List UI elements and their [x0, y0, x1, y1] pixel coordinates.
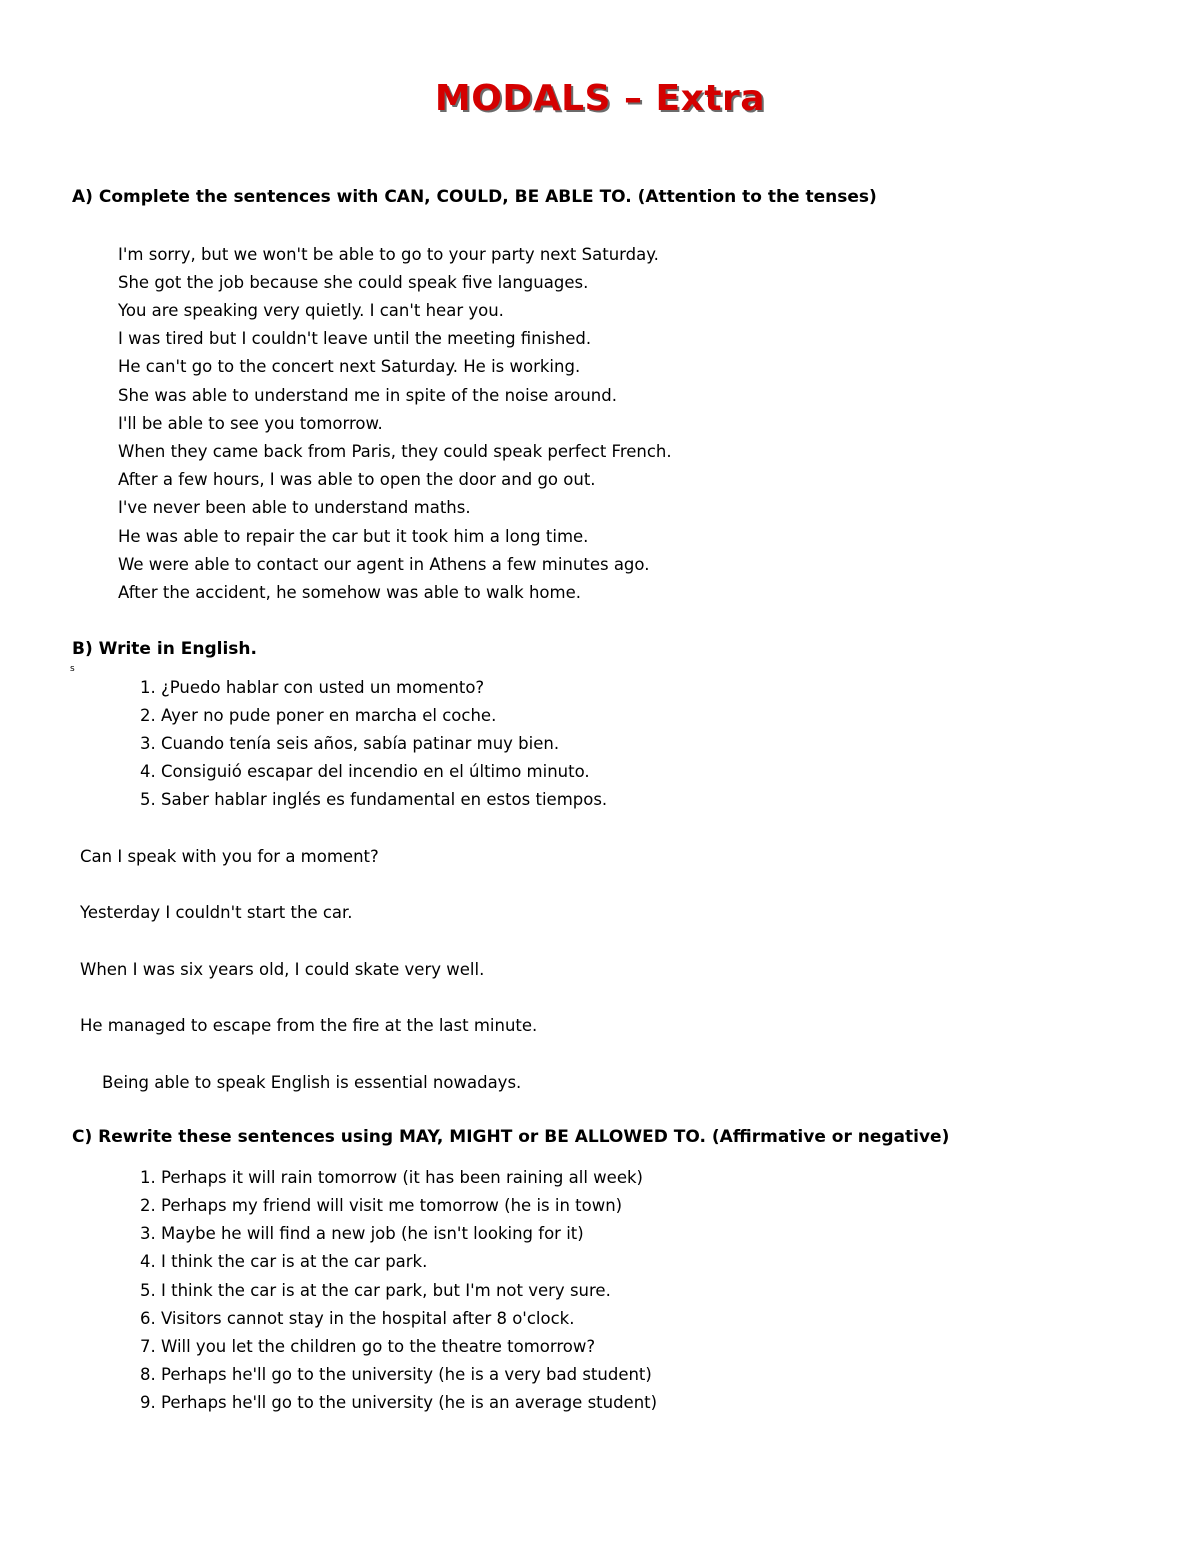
section-a-line: I'm sorry, but we won't be able to go to your party next Saturday.	[118, 245, 659, 264]
section-b-item: 3. Cuando tenía seis años, sabía patinar muy bien.	[140, 734, 560, 753]
section-c-item: 2. Perhaps my friend will visit me tomorrow (he is in town)	[140, 1196, 623, 1215]
section-c-item: 8. Perhaps he'll go to the university (he is a very bad student)	[140, 1365, 652, 1384]
section-b-answer: Being able to speak English is essential nowadays.	[102, 1073, 522, 1092]
section-c-item: 1. Perhaps it will rain tomorrow (it has been raining all week)	[140, 1168, 643, 1187]
section-c-item: 5. I think the car is at the car park, but I'm not very sure.	[140, 1281, 611, 1300]
section-c-item: 3. Maybe he will find a new job (he isn't looking for it)	[140, 1224, 584, 1243]
section-a-line: When they came back from Paris, they could speak perfect French.	[118, 442, 672, 461]
section-a-line: We were able to contact our agent in Athens a few minutes ago.	[118, 555, 650, 574]
section-a-line: He can't go to the concert next Saturday. He is working.	[118, 357, 581, 376]
section-a-line: I'll be able to see you tomorrow.	[118, 414, 383, 433]
section-b-answer: He managed to escape from the fire at the last minute.	[80, 1016, 538, 1035]
section-a-line: She was able to understand me in spite of the noise around.	[118, 386, 617, 405]
section-a-line: She got the job because she could speak five languages.	[118, 273, 589, 292]
section-b-item: 4. Consiguió escapar del incendio en el último minuto.	[140, 762, 590, 781]
section-a-line: I was tired but I couldn't leave until the meeting finished.	[118, 329, 592, 348]
section-a-line: You are speaking very quietly. I can't hear you.	[118, 301, 504, 320]
stray-mark: s	[70, 664, 75, 674]
section-b-item: 5. Saber hablar inglés es fundamental en estos tiempos.	[140, 790, 608, 809]
section-b-answer: Yesterday I couldn't start the car.	[80, 903, 353, 922]
section-b-item: 1. ¿Puedo hablar con usted un momento?	[140, 678, 485, 697]
section-a-line: After the accident, he somehow was able to walk home.	[118, 583, 581, 602]
page-title: MODALS – Extra	[434, 78, 766, 119]
section-c-item: 9. Perhaps he'll go to the university (he is an average student)	[140, 1393, 658, 1412]
section-b-item: 2. Ayer no pude poner en marcha el coche.	[140, 706, 497, 725]
section-c-item: 7. Will you let the children go to the theatre tomorrow?	[140, 1337, 596, 1356]
section-c-item: 4. I think the car is at the car park.	[140, 1252, 428, 1271]
section-a-heading: A) Complete the sentences with CAN, COULD, BE ABLE TO. (Attention to the tenses)	[72, 187, 877, 207]
section-b-heading: B) Write in English.	[72, 639, 257, 659]
section-c-heading: C) Rewrite these sentences using MAY, MIGHT or BE ALLOWED TO. (Affirmative or negative)	[72, 1127, 950, 1147]
section-a-line: I've never been able to understand maths.	[118, 498, 471, 517]
section-c-item: 6. Visitors cannot stay in the hospital after 8 o'clock.	[140, 1309, 575, 1328]
section-a-line: After a few hours, I was able to open the door and go out.	[118, 470, 596, 489]
section-b-answer: Can I speak with you for a moment?	[80, 847, 379, 866]
section-a-line: He was able to repair the car but it took him a long time.	[118, 527, 589, 546]
section-b-answer: When I was six years old, I could skate very well.	[80, 960, 485, 979]
